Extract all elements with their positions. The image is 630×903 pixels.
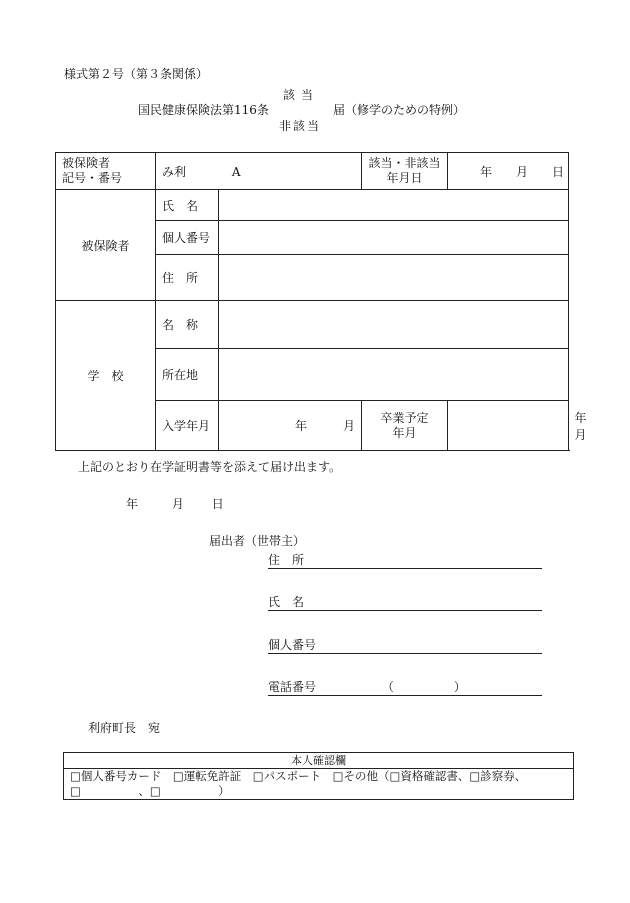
graduation-spacer bbox=[448, 401, 569, 451]
title-not-applicable: 非該当 bbox=[279, 119, 322, 133]
submitter-address-field[interactable] bbox=[268, 552, 542, 569]
school-name-label: 名 称 bbox=[156, 301, 219, 349]
name-label: 氏 名 bbox=[156, 190, 219, 221]
submitter-phone-field[interactable] bbox=[268, 679, 542, 696]
address-field[interactable] bbox=[219, 255, 569, 301]
school-location-field[interactable] bbox=[219, 349, 569, 401]
identity-confirmation-options[interactable]: □個人番号カード □運転免許証 □パスポート □その他（□資格確認書、□診察券、 bbox=[70, 769, 527, 783]
addressee: 利府町長 宛 bbox=[88, 721, 161, 735]
insured-symbol-prefix: み利 bbox=[162, 164, 187, 179]
school-location-label: 所在地 bbox=[156, 349, 219, 401]
date-year: 年 bbox=[126, 497, 139, 511]
identity-confirmation-heading: 本人確認欄 bbox=[64, 753, 573, 769]
submitter-personal-number-field[interactable] bbox=[268, 637, 542, 654]
notification-table: 被保険者 記号・番号 み利 A 該当・非該当 年月日 年 月 日 被保険者 氏 名 個人番号 住 所 学 校 名 称 所在地 入学年月 年 月 卒業予定 年月 年 月 bbox=[55, 152, 569, 451]
enrollment-label: 入学年月 bbox=[156, 401, 219, 451]
identity-confirmation-box bbox=[63, 752, 574, 800]
submitter-name-field[interactable] bbox=[268, 594, 542, 611]
submitter-address-label: 住 所 bbox=[268, 553, 305, 567]
form-number: 様式第２号（第３条関係） bbox=[64, 67, 209, 81]
submitter-phone-label: 電話番号 bbox=[268, 680, 317, 694]
address-label: 住 所 bbox=[156, 255, 219, 301]
submitter-name-label: 氏 名 bbox=[268, 595, 305, 609]
enrollment-field[interactable]: 年 月 bbox=[219, 401, 362, 451]
date-day: 日 bbox=[211, 497, 224, 511]
insured-symbol-letter: A bbox=[231, 164, 241, 179]
applicable-date-value[interactable]: 年 月 日 bbox=[448, 153, 569, 190]
form-title: 国民健康保険法第116条 bbox=[138, 103, 269, 117]
personal-number-label: 個人番号 bbox=[156, 221, 219, 255]
school-section-label: 学 校 bbox=[56, 301, 156, 451]
date-month: 月 bbox=[171, 497, 184, 511]
graduation-label: 卒業予定 年月 bbox=[362, 401, 448, 451]
name-field[interactable] bbox=[219, 190, 569, 221]
submission-note: 上記のとおり在学証明書等を添えて届け出ます。 bbox=[78, 460, 342, 474]
title-applicable: 該当 bbox=[283, 88, 320, 102]
submitter-label: 届出者（世帯主） bbox=[209, 534, 306, 548]
submission-date[interactable] bbox=[126, 495, 224, 512]
school-name-field[interactable] bbox=[219, 301, 569, 349]
insured-section-label: 被保険者 bbox=[56, 190, 156, 301]
submitter-phone-parens: （ ） bbox=[381, 680, 466, 694]
submitter-personal-number-label: 個人番号 bbox=[268, 638, 317, 652]
insured-symbol-value[interactable] bbox=[156, 153, 362, 190]
form-title-suffix: 届（修学のための特例） bbox=[333, 103, 466, 117]
identity-confirmation-other[interactable]: □ 、□ ） bbox=[70, 784, 230, 798]
personal-number-field[interactable] bbox=[219, 221, 569, 255]
applicable-date-label: 該当・非該当 年月日 bbox=[362, 153, 448, 190]
insured-symbol-label: 被保険者 記号・番号 bbox=[56, 153, 156, 190]
